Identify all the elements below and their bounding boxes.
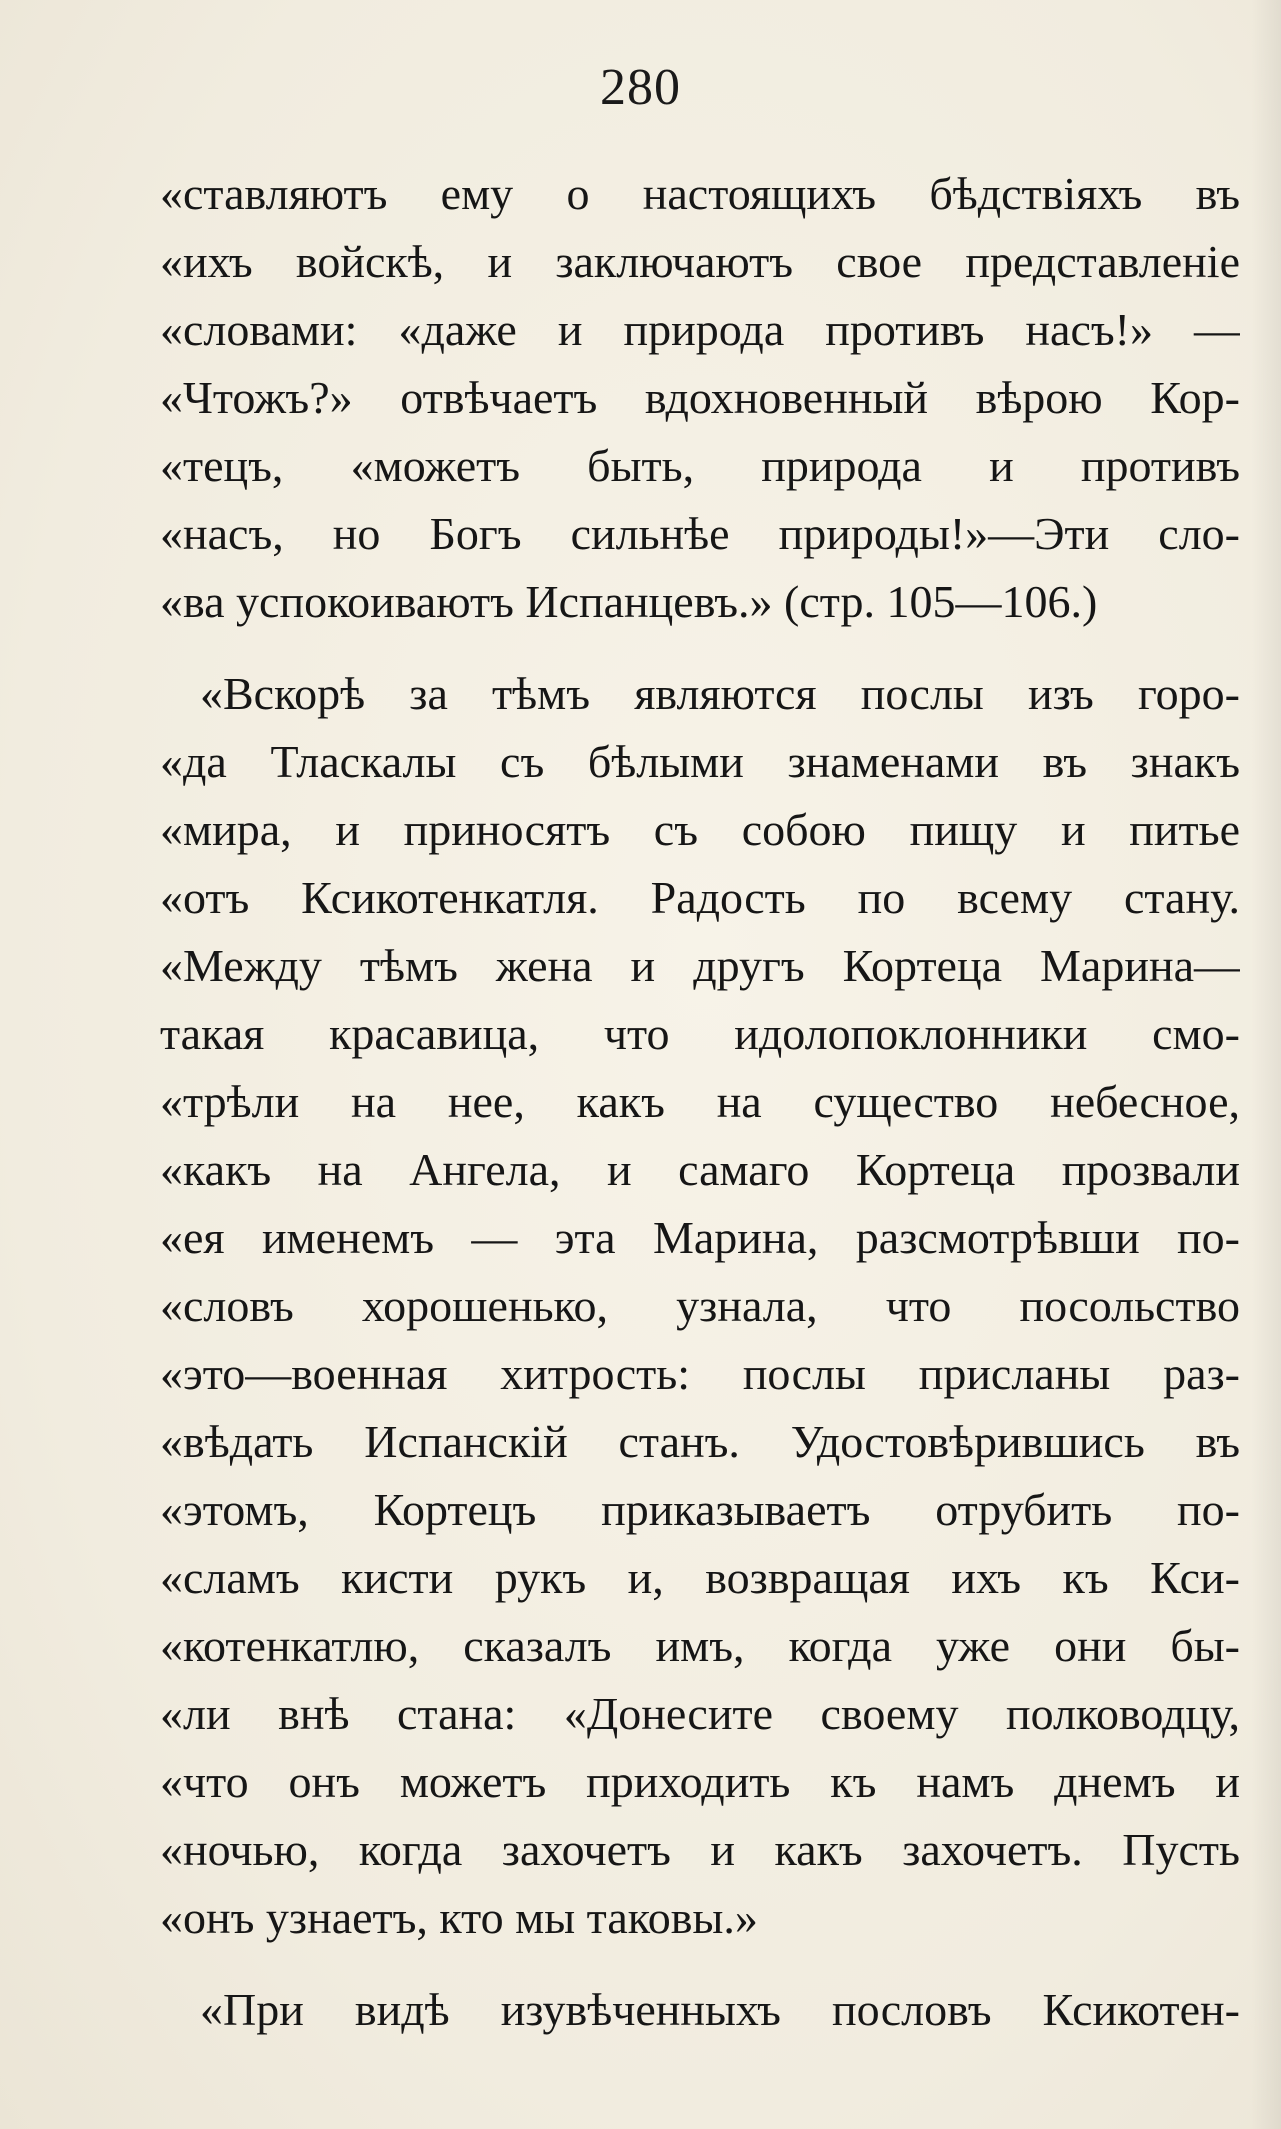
paragraph-3 <box>160 1976 1240 2044</box>
text-line: «Чтожъ?» отвѣчаетъ вдохновенный вѣрою Кор- <box>160 372 1240 423</box>
text-line: «Вскорѣ за тѣмъ являются послы изъ горо- <box>200 668 1240 719</box>
text-line: «словъ хорошенько, узнала, что посольство <box>160 1280 1240 1331</box>
text-line: «онъ узнаетъ, кто мы таковы.» <box>160 1892 758 1943</box>
text-line: «насъ, но Богъ сильнѣе природы!»—Эти сло- <box>160 508 1240 559</box>
text-line: «ставляютъ ему о настоящихъ бѣдствіяхъ въ <box>160 168 1240 219</box>
text-line: «При видѣ изувѣченныхъ пословъ Ксикотен- <box>200 1984 1240 2035</box>
text-line: «ихъ войскѣ, и заключаютъ свое представленіе <box>160 236 1240 287</box>
text-line: «ея именемъ — эта Марина, разсмотрѣвши по- <box>160 1212 1240 1263</box>
text-line: «отъ Ксикотенкатля. Радость по всему стану. <box>160 872 1240 923</box>
text-line: «мира, и приносятъ съ собою пищу и питье <box>160 804 1240 855</box>
text-line: «ва успокоиваютъ Испанцевъ.» (стр. 105—106.) <box>160 576 1098 627</box>
text-line: «трѣли на нее, какъ на существо небесное, <box>160 1076 1240 1127</box>
text-line: «сламъ кисти рукъ и, возвращая ихъ къ Кси- <box>160 1552 1240 1603</box>
text-line: «это—военная хитрость: послы присланы раз- <box>160 1348 1240 1399</box>
text-line: «вѣдать Испанскій станъ. Удостовѣрившись въ <box>160 1416 1240 1467</box>
paragraph-1 <box>160 160 1240 636</box>
page-body-text <box>160 160 1240 2044</box>
text-line: «что онъ можетъ приходить къ намъ днемъ и <box>160 1756 1240 1807</box>
page-number: 280 <box>600 59 681 116</box>
text-line: «этомъ, Кортецъ приказываетъ отрубить по- <box>160 1484 1240 1535</box>
paragraph-2 <box>160 660 1240 1952</box>
text-line: «ночью, когда захочетъ и какъ захочетъ. Пусть <box>160 1824 1240 1875</box>
text-line: «Между тѣмъ жена и другъ Кортеца Марина— <box>160 940 1240 991</box>
text-line: «котенкатлю, сказалъ имъ, когда уже они бы- <box>160 1620 1240 1671</box>
text-line: «словами: «даже и природа противъ насъ!» — <box>160 304 1240 355</box>
text-line: «какъ на Ангела, и самаго Кортеца прозвали <box>160 1144 1240 1195</box>
page-edge-shadow <box>1251 0 1281 2129</box>
text-line: «тецъ, «можетъ быть, природа и противъ <box>160 440 1240 491</box>
text-line: такая красавица, что идолопоклонники смо- <box>160 1008 1240 1059</box>
text-line: «да Тласкалы съ бѣлыми знаменами въ знакъ <box>160 736 1240 787</box>
text-line: «ли внѣ стана: «Донесите своему полководцу, <box>160 1688 1240 1739</box>
